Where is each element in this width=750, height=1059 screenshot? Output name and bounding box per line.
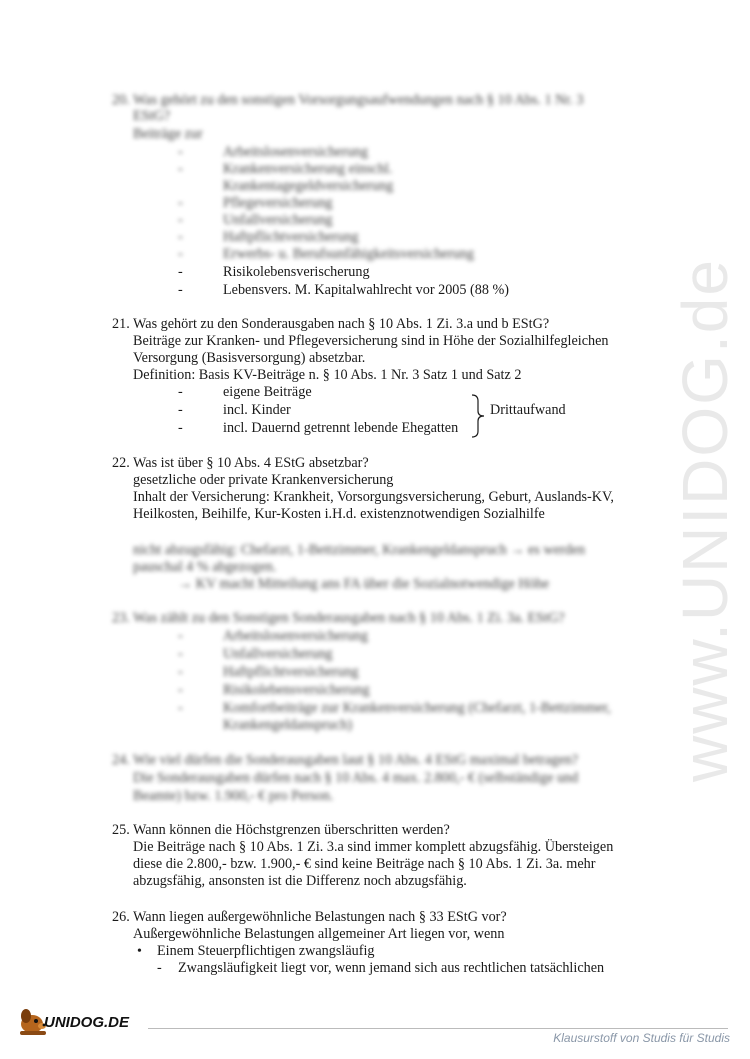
q22-line: gesetzliche oder private Krankenversicherung [133, 472, 394, 488]
q20-title-cont: EStG? [133, 108, 171, 124]
watermark: www.UNIDOG.de [669, 258, 741, 782]
q20-dash: - [178, 195, 183, 211]
q26-title: 26. Wann liegen außergewöhnliche Belastungen nach § 33 EStG vor? [112, 909, 507, 925]
brace-label: Drittaufwand [490, 402, 566, 418]
q20-title: 20. Was gehört zu den sonstigen Vorsorgungsaufwendungen nach § 10 Abs. 1 Nr. 3 [112, 92, 584, 108]
q20-item: Krankenversicherung einschl. [223, 161, 393, 177]
q21-item: incl. Dauernd getrennt lebende Ehegatten [223, 420, 459, 436]
q20-dash: - [178, 144, 183, 160]
bullet-icon: • [137, 944, 142, 959]
q23-dash: - [178, 682, 183, 698]
q24-line: Beamte) bzw. 1.900,- € pro Person. [133, 788, 334, 804]
curly-brace [468, 393, 488, 439]
q22-blur-line: → KV macht Mitteilung ans FA über die Sozialnotwendige Höhe [178, 576, 550, 592]
footer-divider [148, 1028, 728, 1029]
q26-line: Außergewöhnliche Belastungen allgemeiner Art liegen vor, wenn [133, 926, 505, 942]
q26-bullet: Einem Steuerpflichtigen zwangsläufig [157, 943, 375, 959]
q20-dash: - [178, 282, 183, 298]
q21-item: eigene Beiträge [223, 384, 312, 400]
q23-dash: - [178, 700, 183, 716]
footer-tagline: Klausurstoff von Studis für Studis [553, 1031, 730, 1045]
q20-dash: - [178, 161, 183, 177]
q23-dash: - [178, 628, 183, 644]
q21-line: Definition: Basis KV-Beiträge n. § 10 Abs. 1 Nr. 3 Satz 1 und Satz 2 [133, 367, 522, 383]
q21-dash: - [178, 402, 183, 418]
q20-dash: - [178, 229, 183, 245]
q20-item: Erwerbs- u. Berufsunfähigkeitsversicherung [223, 246, 474, 262]
q20-dash: - [178, 212, 183, 228]
q23-item: Unfallversicherung [223, 646, 333, 662]
q22-line: Heilkosten, Beihilfe, Kur-Kosten i.H.d. existenznotwendigen Sozialhilfe [133, 506, 545, 522]
logo-text: UNIDOG.DE [44, 1014, 130, 1031]
q25-line: Die Beiträge nach § 10 Abs. 1 Zi. 3.a sind immer komplett abzugsfähig. Übersteigen [133, 839, 614, 855]
q22-blur-line: nicht abzugsfähig: Chefarzt, 1-Bettzimmer, Krankengeldanspruch → es werden [133, 542, 586, 558]
q26-dash-text: Zwangsläufigkeit liegt vor, wenn jemand sich aus rechtlichen tatsächlichen [178, 960, 605, 976]
q23-dash: - [178, 646, 183, 662]
q20-item: Unfallversicherung [223, 212, 333, 228]
q26-dash: - [157, 960, 162, 976]
q23-item: Risikolebensversicherung [223, 682, 370, 698]
q21-line: Versorgung (Basisversorgung) absetzbar. [133, 350, 366, 366]
q20-dash: - [178, 246, 183, 262]
q23-item: Haftpflichtversicherung [223, 664, 359, 680]
q20-item: Lebensvers. M. Kapitalwahlrecht vor 2005 (88 %) [223, 282, 510, 298]
q23-title: 23. Was zählt zu den Sonstigen Sonderausgaben nach § 10 Abs. 1 Zi. 3a. EStG? [112, 610, 565, 626]
q24-title: 24. Wie viel dürfen die Sonderausgaben laut § 10 Abs. 4 EStG maximal betragen? [112, 752, 579, 768]
q20-dash: - [178, 264, 183, 280]
q21-item: incl. Kinder [223, 402, 291, 418]
q20-item: Krankentagegeldversicherung [223, 178, 394, 194]
q20-item: Risikolebensverischerung [223, 264, 370, 280]
q23-item: Komfortbeiträge zur Krankenversicherung (Chefarzt, 1-Bettzimmer, [223, 700, 611, 716]
q22-title: 22. Was ist über § 10 Abs. 4 EStG absetzbar? [112, 455, 369, 471]
q23-item: Arbeitslosenversicherung [223, 628, 368, 644]
q21-line: Beiträge zur Kranken- und Pflegeversicherung sind in Höhe der Sozialhilfegleichen [133, 333, 609, 349]
q22-line: Inhalt der Versicherung: Krankheit, Vorsorgungsversicherung, Geburt, Auslands-KV, [133, 489, 614, 505]
q21-dash: - [178, 420, 183, 436]
q20-item: Pflegeversicherung [223, 195, 333, 211]
q20-intro: Beiträge zur [133, 126, 203, 142]
q25-line: diese die 2.800,- bzw. 1.900,- € sind keine Beiträge nach § 10 Abs. 1 Zi. 3a. mehr [133, 856, 596, 872]
q20-item: Arbeitslosenversicherung [223, 144, 368, 160]
q21-dash: - [178, 384, 183, 400]
q20-item: Haftpflichtversicherung [223, 229, 359, 245]
q23-item: Krankengeldanspruch) [223, 717, 353, 733]
q21-title: 21. Was gehört zu den Sonderausgaben nach § 10 Abs. 1 Zi. 3.a und b EStG? [112, 316, 550, 332]
q25-title: 25. Wann können die Höchstgrenzen überschritten werden? [112, 822, 450, 838]
q23-dash: - [178, 664, 183, 680]
q24-line: Die Sonderausgaben dürfen nach § 10 Abs. 4 max. 2.800,- € (selbständige und [133, 770, 579, 786]
q25-line: abzugsfähig, ansonsten ist die Differenz noch abzugsfähig. [133, 873, 467, 889]
q22-blur-line: pauschal 4 % abgezogen. [133, 559, 277, 575]
